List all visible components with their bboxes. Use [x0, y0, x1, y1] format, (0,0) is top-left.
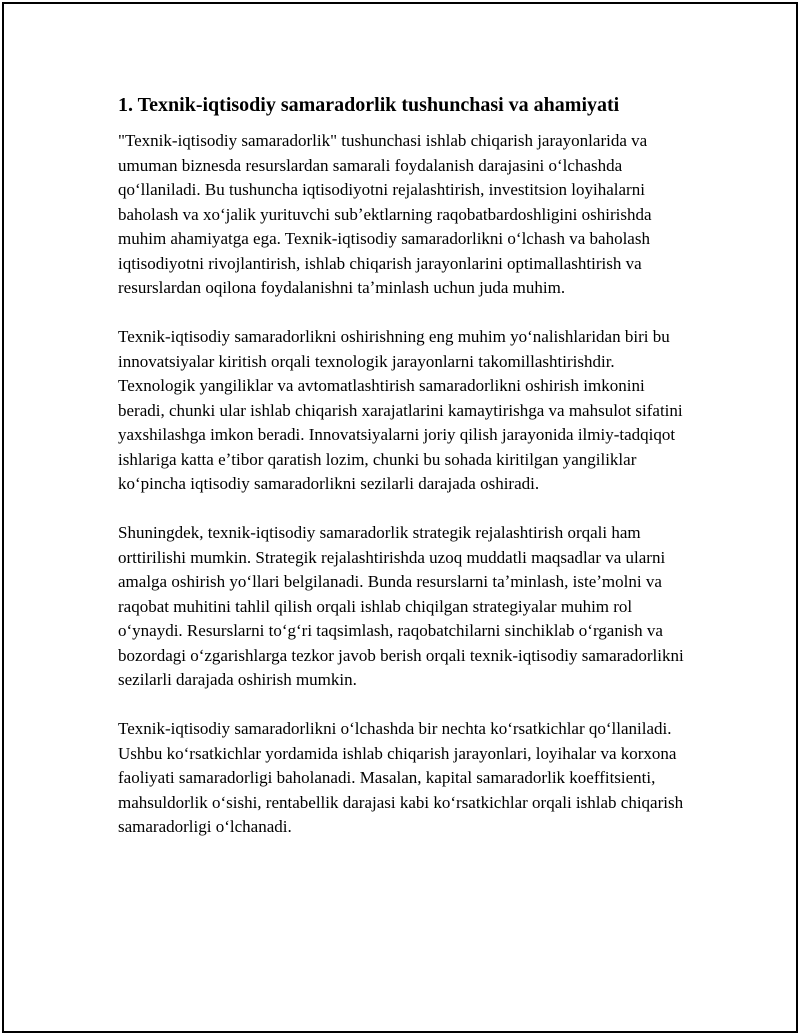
paragraph-1: "Texnik-iqtisodiy samaradorlik" tushunchasi ishlab chiqarish jarayonlarida va umuman biznesda resurslardan samarali foydalanish darajasini oʻlchashda qoʻllaniladi. Bu tushuncha iqtisodiyotni rejalashtirish, investitsion loyihalarni baholash va xoʻjalik yurituvchi subʼektlarning raqobatbardoshligini oshirishda muhim ahamiyatga ega. Texnik-iqtisodiy samaradorlikni oʻlchash va baholash iqtisodiyotni rivojlantirish, ishlab chiqarish jarayonlarini optimallashtirish va resurslardan oqilona foydalanishni taʼminlash uchun juda muhim.: [118, 131, 652, 297]
document-body: [118, 93, 693, 864]
paragraph-2: Texnik-iqtisodiy samaradorlikni oshirishning eng muhim yoʻnalishlaridan biri bu innovatsiyalar kiritish orqali texnologik jarayonlarni takomillashtirishdir. Texnologik yangiliklar va avtomatlashtirish samaradorlikni oshirish imkonini beradi, chunki ular ishlab chiqarish xarajatlarini kamaytirishga va mahsulot sifatini yaxshilashga imkon beradi. Innovatsiyalarni joriy qilish jarayonida ilmiy-tadqiqot ishlariga katta eʼtibor qaratish lozim, chunki bu sohada kiritilgan yangiliklar koʻpincha iqtisodiy samaradorlikni sezilarli darajada oshiradi.: [118, 327, 683, 493]
section-title: 1. Texnik-iqtisodiy samaradorlik tushunchasi va ahamiyati: [118, 94, 620, 116]
paragraph-3: Shuningdek, texnik-iqtisodiy samaradorlik strategik rejalashtirish orqali ham orttirilishi mumkin. Strategik rejalashtirishda uzoq muddatli maqsadlar va ularni amalga oshirish yoʻllari belgilanadi. Bunda resurslarni taʼminlash, isteʼmolni va raqobat muhitini tahlil qilish orqali ishlab chiqilgan strategiyalar muhim rol oʻynaydi. Resurslarni toʻgʻri taqsimlash, raqobatchilarni sinchiklab oʻrganish va bozordagi oʻzgarishlarga tezkor javob berish orqali texnik-iqtisodiy samaradorlikni sezilarli darajada oshirish mumkin.: [118, 523, 684, 689]
paragraph-4: Texnik-iqtisodiy samaradorlikni oʻlchashda bir nechta koʻrsatkichlar qoʻllaniladi. Ushbu koʻrsatkichlar yordamida ishlab chiqarish jarayonlari, loyihalar va korxona faoliyati samaradorligi baholanadi. Masalan, kapital samaradorlik koeffitsienti, mahsuldorlik oʻsishi, rentabellik darajasi kabi koʻrsatkichlar orqali ishlab chiqarish samaradorligi oʻlchanadi.: [118, 719, 684, 836]
